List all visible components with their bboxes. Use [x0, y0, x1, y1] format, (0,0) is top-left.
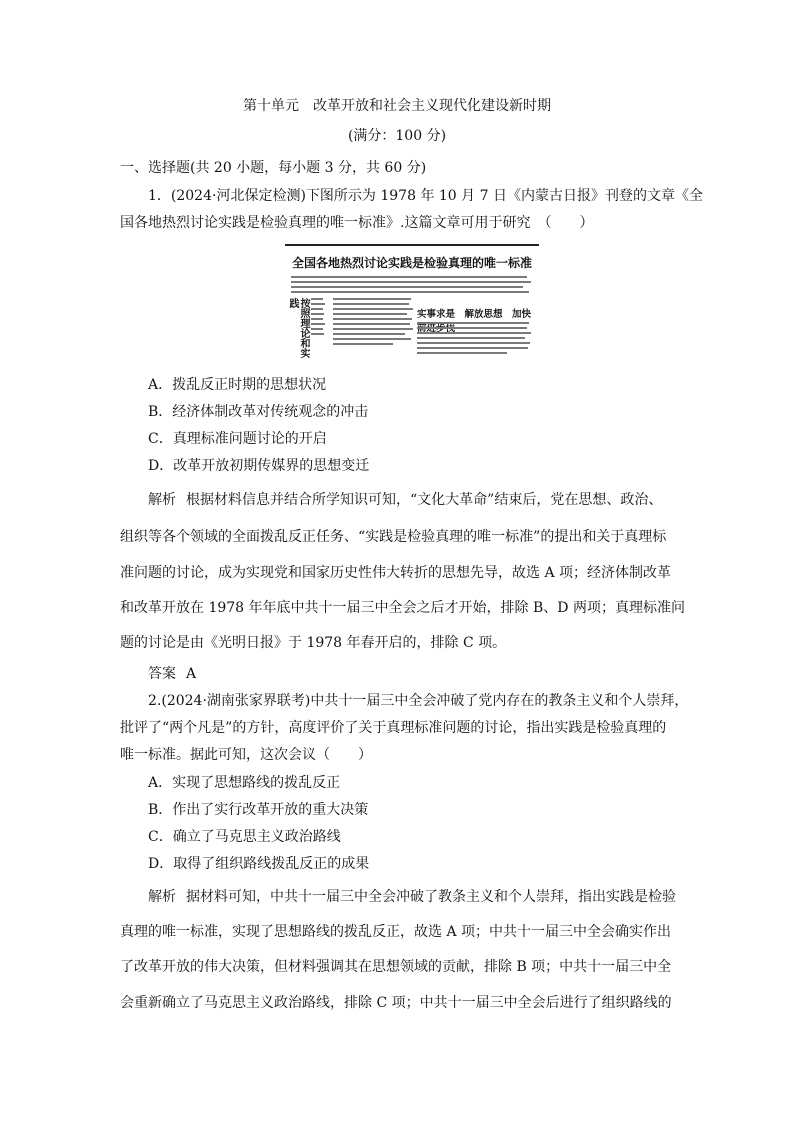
q1-answer-value: A: [186, 666, 197, 682]
q2-option-a: A．实现了思想路线的拨乱反正: [148, 775, 341, 791]
q2-option-c: C．确立了马克思主义政治路线: [148, 829, 341, 845]
q2-option-b: B．作出了实行改革开放的重大决策: [148, 802, 369, 818]
q1-option-a: A．拨乱反正时期的思想状况: [148, 377, 327, 393]
q1-analysis-line1: 解析 根据材料信息并结合所学知识可知，“文化大革命”结束后，党在思想、政治、: [148, 492, 663, 508]
q2-analysis-line4: 会重新确立了马克思主义政治路线，排除 C 项；中共十一届三中全会后进行了组织路线的: [120, 995, 672, 1011]
q1-answer: [148, 664, 196, 684]
q1-analysis-line2: 组织等各个领域的全面拨乱反正任务、“实践是检验真理的唯一标准”的提出和关于真理标: [120, 529, 667, 545]
newspaper-right-column: [417, 322, 531, 357]
q1-stem-line2: 国各地热烈讨论实践是检验真理的唯一标准》.这篇文章可用于研究 （ ）: [120, 215, 594, 231]
q2-analysis-label: 解析: [148, 889, 176, 905]
q1-answer-label: 答案: [148, 666, 176, 682]
q1-option-c: C．真理标准问题讨论的开启: [148, 431, 327, 447]
unit-title: 第十单元 改革开放和社会主义现代化建设新时期: [243, 98, 551, 114]
q1-analysis-line4: 和改革开放在 1978 年年底中共十一届三中全会之后才开始，排除 B、D 两项；真理标准问: [120, 600, 685, 616]
newspaper-side-title: 按照理论和实践: [287, 298, 309, 358]
newspaper-headline: 全国各地热烈讨论实践是检验真理的唯一标准: [291, 256, 532, 270]
q2-stem-line2: 批评了“两个凡是”的方针，高度评价了关于真理标准问题的讨论，指出实践是检验真理的: [120, 720, 667, 736]
q2-stem-line1: 2.(2024·湖南张家界联考)中共十一届三中全会冲破了党内存在的教条主义和个人崇拜，: [148, 693, 689, 709]
q1-stem-line1: 1．(2024·河北保定检测)下图所示为 1978 年 10 月 7 日《内蒙古日报》刊登的文章《全: [148, 188, 703, 204]
newspaper-body: [287, 276, 533, 364]
newspaper-subheadline: 实事求是 解放思想 加快: [417, 309, 532, 320]
q1-analysis-line5: 题的讨论是由《光明日报》于 1978 年春开启的，排除 C 项。: [120, 635, 507, 651]
q1-analysis-line3: 准问题的讨论，成为实现党和国家历史性伟大转折的思想先导，故选 A 项；经济体制改革: [120, 565, 672, 581]
q2-analysis-line3: 了改革开放的伟大决策，但材料强调其在思想领域的贡献，排除 B 项；中共十一届三中全: [120, 959, 672, 975]
q1-analysis-label: 解析: [148, 492, 176, 508]
q2-option-d: D．取得了组织路线拨乱反正的成果: [148, 856, 370, 872]
newspaper-left-column: [333, 298, 413, 348]
newspaper-narrow-column: [311, 298, 331, 338]
q1-option-b: B．经济体制改革对传统观念的冲击: [148, 404, 369, 420]
section-heading: 一、选择题(共 20 小题，每小题 3 分，共 60 分): [120, 160, 427, 176]
q2-analysis-line1: 解析 据材料可知，中共十一届三中全会冲破了教条主义和个人崇拜，指出实践是检验: [148, 889, 676, 905]
full-score: (满分：100 分): [347, 128, 447, 144]
newspaper-top-text: [291, 276, 533, 296]
q2-stem-line3: 唯一标准。据此可知，这次会议（ ）: [120, 747, 372, 763]
newspaper-figure: [285, 244, 539, 368]
q1-option-d: D．改革开放初期传媒界的思想变迁: [148, 458, 370, 474]
q2-analysis-line2: 真理的唯一标准，实现了思想路线的拨乱反正，故选 A 项；中共十一届三中全会确实作出: [120, 924, 672, 940]
